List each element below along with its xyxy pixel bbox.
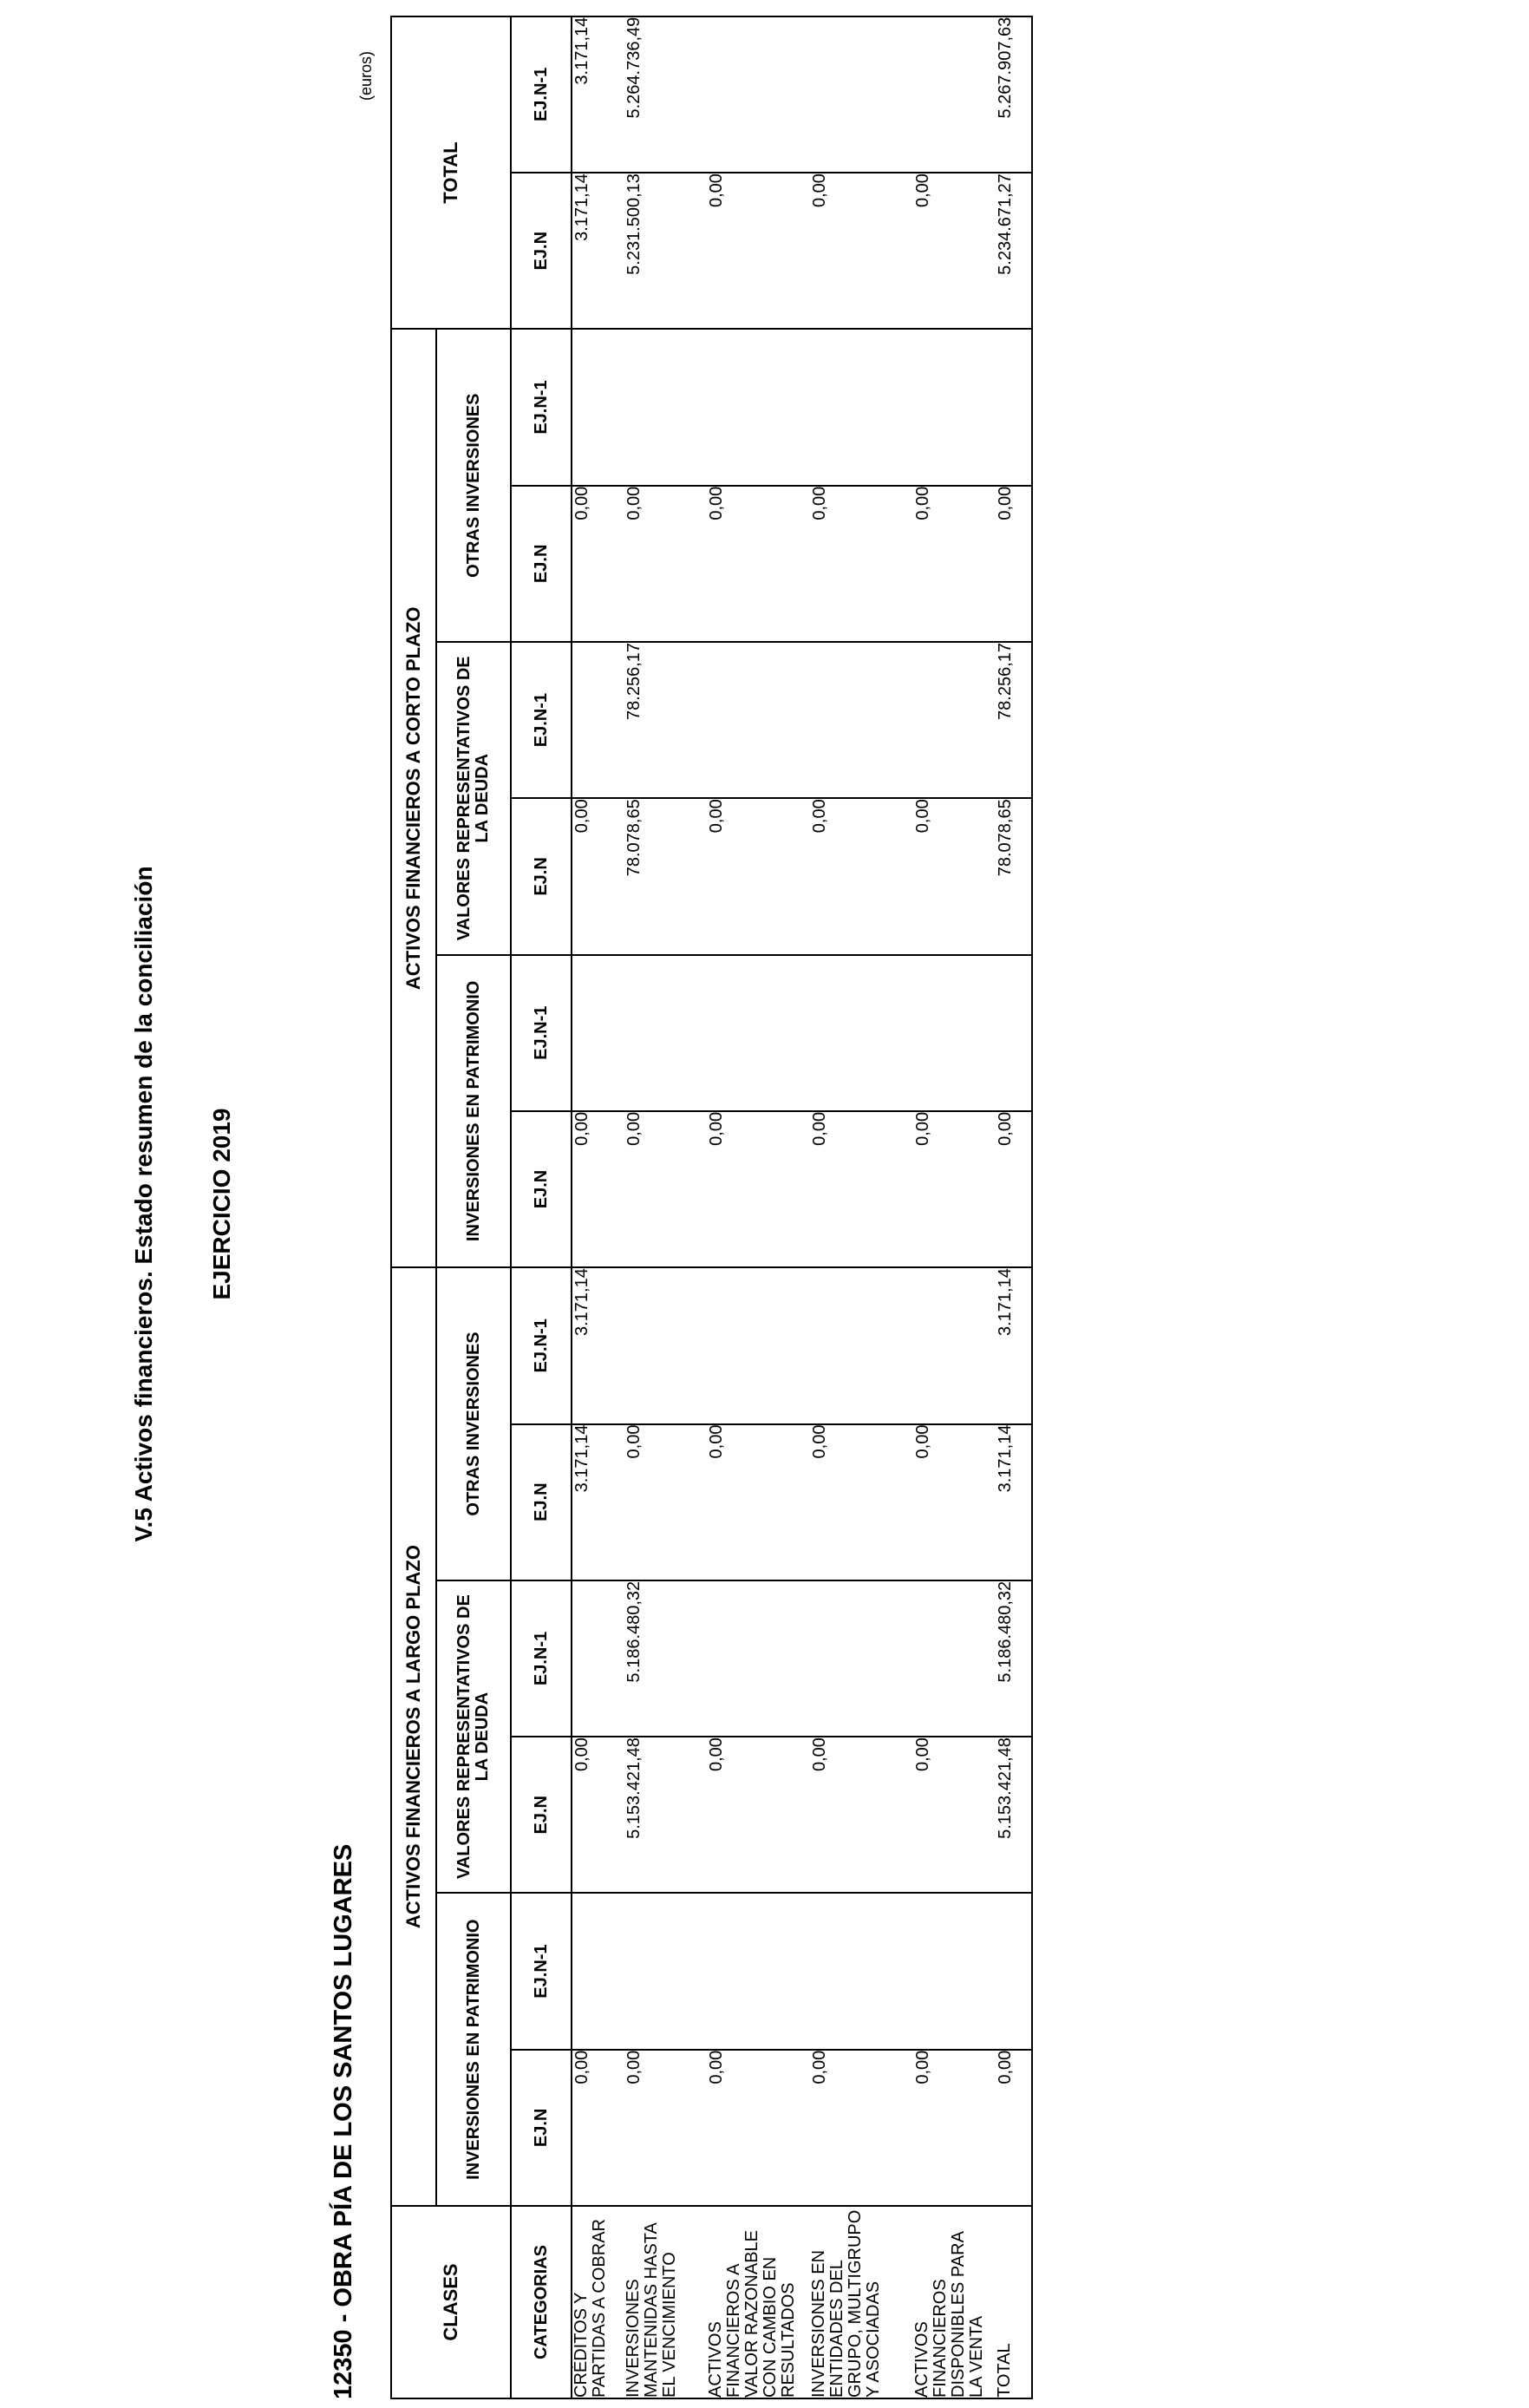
lp-otras-inversiones-header: OTRAS INVERSIONES: [436, 1267, 511, 1580]
clases-header: CLASES: [391, 2206, 511, 2398]
value-cell: 0,00: [913, 1111, 996, 1267]
total-header: TOTAL: [391, 16, 511, 330]
corto-plazo-header: ACTIVOS FINANCIEROS A CORTO PLAZO: [391, 329, 436, 1267]
ejn-header: EJ.N: [511, 173, 572, 329]
category-label: INVERSIONES MANTENIDAS HASTA EL VENCIMIENTO: [624, 2206, 707, 2398]
value-cell: [572, 1893, 624, 2049]
value-cell: [810, 329, 913, 485]
ejn-header: EJ.N: [511, 798, 572, 954]
value-cell: [624, 955, 707, 1111]
value-cell: 0,00: [707, 1737, 810, 1893]
value-cell: 78.256,17: [996, 642, 1032, 798]
table-row: [996, 16, 1032, 2398]
table-row: [810, 16, 913, 2398]
units-label: (euros): [357, 50, 375, 101]
category-label: INVERSIONES EN ENTIDADES DEL GRUPO, MULTIGRUPO Y ASOCIADAS: [810, 2206, 913, 2398]
value-cell: 0,00: [572, 2050, 624, 2206]
lp-valores-deuda-header: VALORES REPRESENTATIVOS DE LA DEUDA: [436, 1580, 511, 1894]
value-cell: [707, 1267, 810, 1423]
value-cell: 78.078,65: [624, 798, 707, 954]
value-cell: [707, 1580, 810, 1737]
value-cell: 0,00: [810, 1111, 913, 1267]
value-cell: 0,00: [572, 1737, 624, 1893]
value-cell: 0,00: [810, 798, 913, 954]
value-cell: 0,00: [572, 798, 624, 954]
category-label: TOTAL: [996, 2206, 1032, 2398]
ejn-header: EJ.N: [511, 2050, 572, 2206]
ejn-header: EJ.N: [511, 486, 572, 642]
value-cell: 5.267.907,63: [996, 16, 1032, 173]
value-cell: [810, 1893, 913, 2049]
value-cell: 0,00: [996, 2050, 1032, 2206]
value-cell: [996, 329, 1032, 485]
cp-inversiones-patrimonio-header: INVERSIONES EN PATRIMONIO: [436, 955, 511, 1268]
cp-valores-deuda-header: VALORES REPRESENTATIVOS DE LA DEUDA: [436, 642, 511, 955]
value-cell: 3.171,14: [996, 1424, 1032, 1580]
summary-table: [390, 16, 1033, 2399]
value-cell: [996, 955, 1032, 1111]
cp-otras-inversiones-header: OTRAS INVERSIONES: [436, 329, 511, 642]
value-cell: 0,00: [707, 2050, 810, 2206]
value-cell: 0,00: [996, 486, 1032, 642]
value-cell: 0,00: [913, 798, 996, 954]
table-row: [707, 16, 810, 2398]
value-cell: 5.264.736,49: [624, 16, 707, 173]
value-cell: 0,00: [913, 1737, 996, 1893]
value-cell: [913, 1580, 996, 1737]
entity-name: 12350 - OBRA PÍA DE LOS SANTOS LUGARES: [330, 1843, 357, 2399]
category-label: ACTIVOS FINANCIEROS A VALOR RAZONABLE CON CAMBIO EN RESULTADOS: [707, 2206, 810, 2398]
value-cell: 3.171,14: [572, 16, 624, 173]
value-cell: [913, 16, 996, 173]
value-cell: 78.078,65: [996, 798, 1032, 954]
value-cell: 5.234.671,27: [996, 173, 1032, 329]
value-cell: 0,00: [913, 486, 996, 642]
ejn1-header: EJ.N-1: [511, 16, 572, 173]
category-label: CRÉDITOS Y PARTIDAS A COBRAR: [572, 2206, 624, 2398]
value-cell: 3.171,14: [572, 1267, 624, 1423]
value-cell: [810, 16, 913, 173]
ejn1-header: EJ.N-1: [511, 329, 572, 485]
value-cell: 0,00: [624, 2050, 707, 2206]
value-cell: 3.171,14: [572, 173, 624, 329]
value-cell: [913, 642, 996, 798]
value-cell: [913, 329, 996, 485]
value-cell: [810, 1267, 913, 1423]
document-title: V.5 Activos financieros. Estado resumen de la conciliación: [130, 866, 157, 1542]
largo-plazo-header: ACTIVOS FINANCIEROS A LARGO PLAZO: [391, 1267, 436, 2206]
value-cell: 0,00: [707, 173, 810, 329]
value-cell: 5.153.421,48: [996, 1737, 1032, 1893]
ejn-header: EJ.N: [511, 1424, 572, 1580]
value-cell: 5.153.421,48: [624, 1737, 707, 1893]
value-cell: [707, 955, 810, 1111]
value-cell: [707, 642, 810, 798]
value-cell: 5.186.480,32: [996, 1580, 1032, 1737]
category-label: ACTIVOS FINANCIEROS DISPONIBLES PARA LA VENTA: [913, 2206, 996, 2398]
value-cell: 0,00: [913, 1424, 996, 1580]
value-cell: [913, 1267, 996, 1423]
value-cell: 0,00: [572, 1111, 624, 1267]
categorias-header: CATEGORIAS: [511, 2206, 572, 2398]
value-cell: 0,00: [810, 1737, 913, 1893]
table-row: [913, 16, 996, 2398]
table-row: [572, 16, 624, 2398]
ejn1-header: EJ.N-1: [511, 642, 572, 798]
value-cell: 0,00: [624, 1424, 707, 1580]
value-cell: 0,00: [624, 486, 707, 642]
value-cell: 3.171,14: [996, 1267, 1032, 1423]
value-cell: [572, 329, 624, 485]
value-cell: [624, 1893, 707, 2049]
ejn1-header: EJ.N-1: [511, 955, 572, 1111]
value-cell: [810, 642, 913, 798]
value-cell: 0,00: [913, 173, 996, 329]
fiscal-year: EJERCICIO 2019: [208, 1108, 235, 1300]
value-cell: 5.231.500,13: [624, 173, 707, 329]
value-cell: 0,00: [707, 486, 810, 642]
ejn1-header: EJ.N-1: [511, 1580, 572, 1737]
value-cell: 0,00: [572, 486, 624, 642]
value-cell: [913, 955, 996, 1111]
value-cell: [996, 1893, 1032, 2049]
ejn1-header: EJ.N-1: [511, 1267, 572, 1423]
value-cell: 0,00: [707, 798, 810, 954]
value-cell: 0,00: [707, 1424, 810, 1580]
value-cell: 0,00: [996, 1111, 1032, 1267]
value-cell: [810, 1580, 913, 1737]
value-cell: 78.256,17: [624, 642, 707, 798]
value-cell: [624, 329, 707, 485]
value-cell: 0,00: [810, 2050, 913, 2206]
ejn-header: EJ.N: [511, 1111, 572, 1267]
lp-inversiones-patrimonio-header: INVERSIONES EN PATRIMONIO: [436, 1893, 511, 2206]
value-cell: 5.186.480,32: [624, 1580, 707, 1737]
value-cell: 0,00: [810, 173, 913, 329]
ejn-header: EJ.N: [511, 1737, 572, 1893]
value-cell: [572, 642, 624, 798]
value-cell: [707, 1893, 810, 2049]
value-cell: 0,00: [707, 1111, 810, 1267]
value-cell: [572, 1580, 624, 1737]
value-cell: [810, 955, 913, 1111]
table-row: [624, 16, 707, 2398]
value-cell: [913, 1893, 996, 2049]
ejn1-header: EJ.N-1: [511, 1893, 572, 2049]
value-cell: 0,00: [913, 2050, 996, 2206]
value-cell: [624, 1267, 707, 1423]
value-cell: [707, 16, 810, 173]
value-cell: 0,00: [810, 486, 913, 642]
value-cell: 0,00: [810, 1424, 913, 1580]
value-cell: 3.171,14: [572, 1424, 624, 1580]
value-cell: [707, 329, 810, 485]
value-cell: 0,00: [624, 1111, 707, 1267]
value-cell: [572, 955, 624, 1111]
